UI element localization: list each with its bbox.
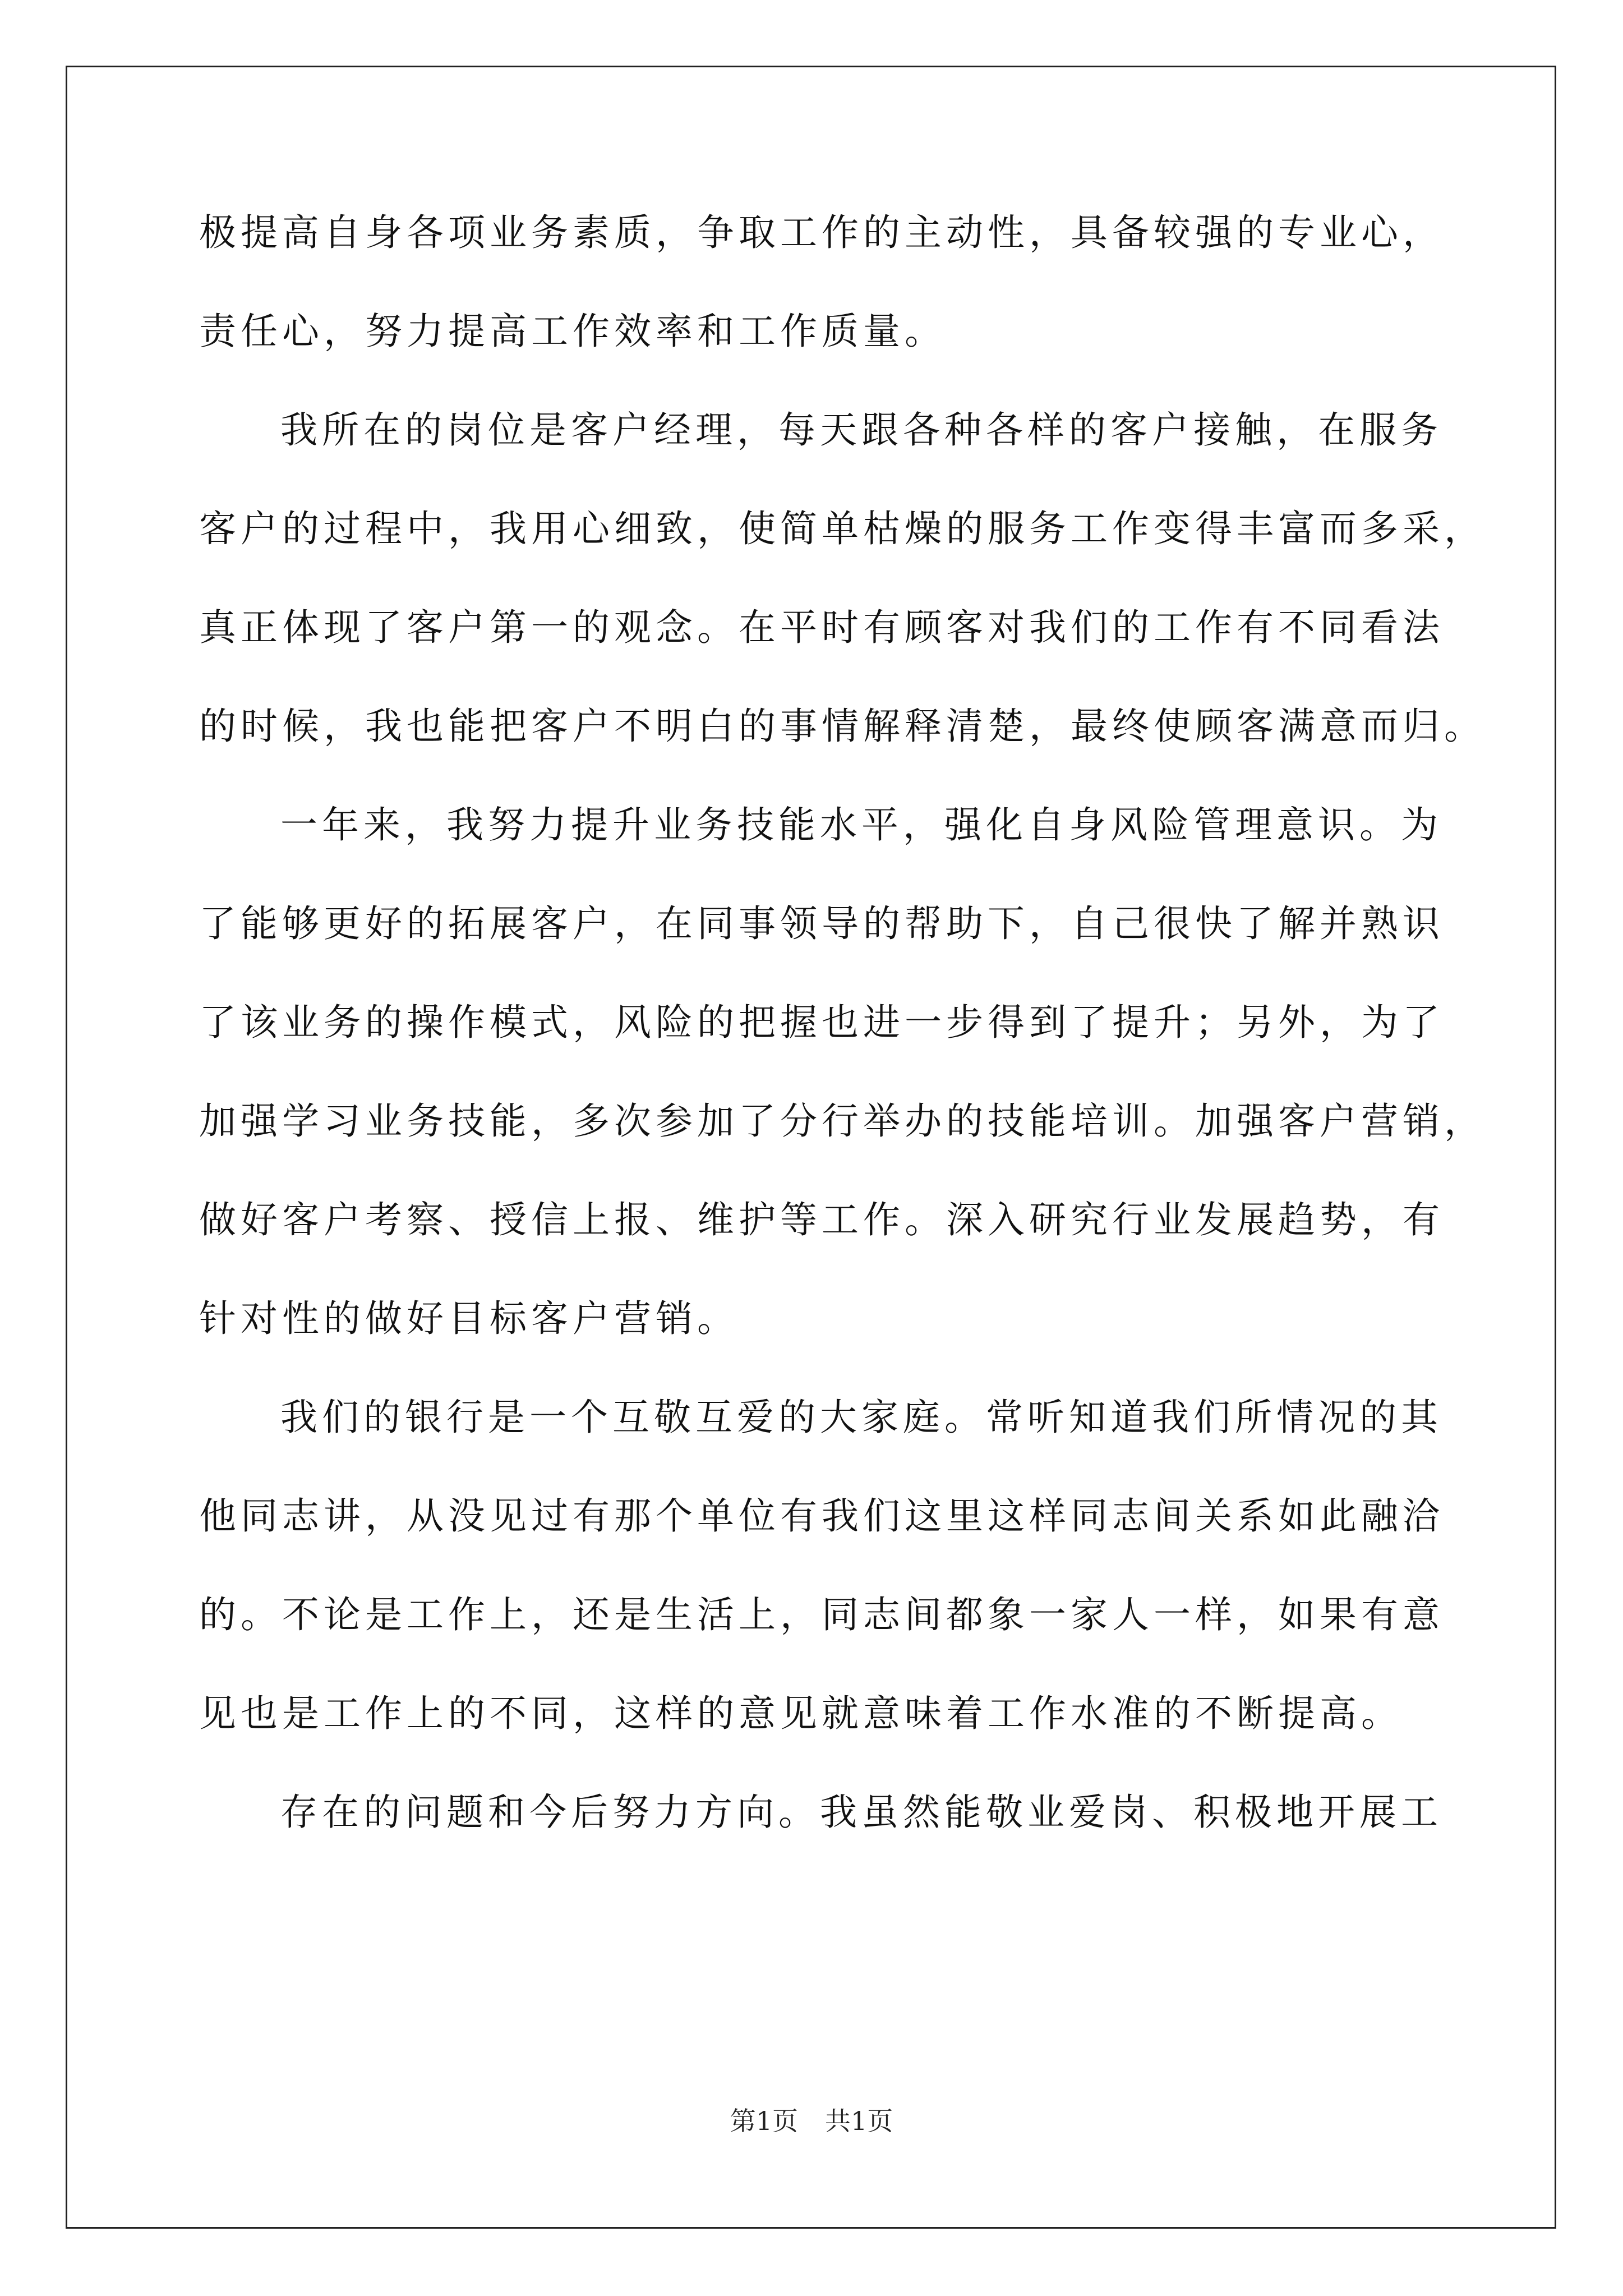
text-line-15: 的。不论是工作上，还是生活上，同志间都象一家人一样，如果有意 bbox=[199, 1593, 1444, 1636]
text-line-8: 了能够更好的拓展客户，在同事领导的帮助下，自己很快了解并熟识 bbox=[199, 902, 1444, 945]
page-total: 共1页 bbox=[825, 2106, 893, 2136]
text-line-2: 责任心，努力提高工作效率和工作质量。 bbox=[199, 310, 946, 353]
page-footer bbox=[0, 2108, 1623, 2134]
text-line-4: 客户的过程中，我用心细致，使简单枯燥的服务工作变得丰富而多采， bbox=[199, 507, 1486, 550]
text-line-16: 见也是工作上的不同，这样的意见就意味着工作水准的不断提高。 bbox=[199, 1692, 1403, 1735]
text-line-3: 我所在的岗位是客户经理，每天跟各种各样的客户接触，在服务 bbox=[280, 408, 1442, 452]
document-body bbox=[199, 211, 1486, 1893]
text-line-1: 极提高自身各项业务素质，争取工作的主动性，具备较强的专业心， bbox=[199, 211, 1444, 254]
text-line-7: 一年来，我努力提升业务技能水平，强化自身风险管理意识。为 bbox=[280, 803, 1442, 846]
text-line-17: 存在的问题和今后努力方向。我虽然能敬业爱岗、积极地开展工 bbox=[280, 1791, 1442, 1834]
text-line-11: 做好客户考察、授信上报、维护等工作。深入研究行业发展趋势，有 bbox=[199, 1198, 1444, 1241]
text-line-14: 他同志讲，从没见过有那个单位有我们这里这样同志间关系如此融洽 bbox=[199, 1494, 1444, 1538]
text-line-12: 针对性的做好目标客户营销。 bbox=[199, 1297, 739, 1340]
text-line-10: 加强学习业务技能，多次参加了分行举办的技能培训。加强客户营销， bbox=[199, 1099, 1486, 1143]
text-line-9: 了该业务的操作模式，风险的把握也进一步得到了提升；另外，为了 bbox=[199, 1001, 1444, 1044]
text-line-13: 我们的银行是一个互敬互爱的大家庭。常听知道我们所情况的其 bbox=[280, 1396, 1442, 1439]
text-line-5: 真正体现了客户第一的观念。在平时有顾客对我们的工作有不同看法 bbox=[199, 606, 1444, 649]
page-number: 第1页 bbox=[730, 2106, 798, 2136]
text-line-6: 的时候，我也能把客户不明白的事情解释清楚，最终使顾客满意而归。 bbox=[199, 705, 1486, 748]
